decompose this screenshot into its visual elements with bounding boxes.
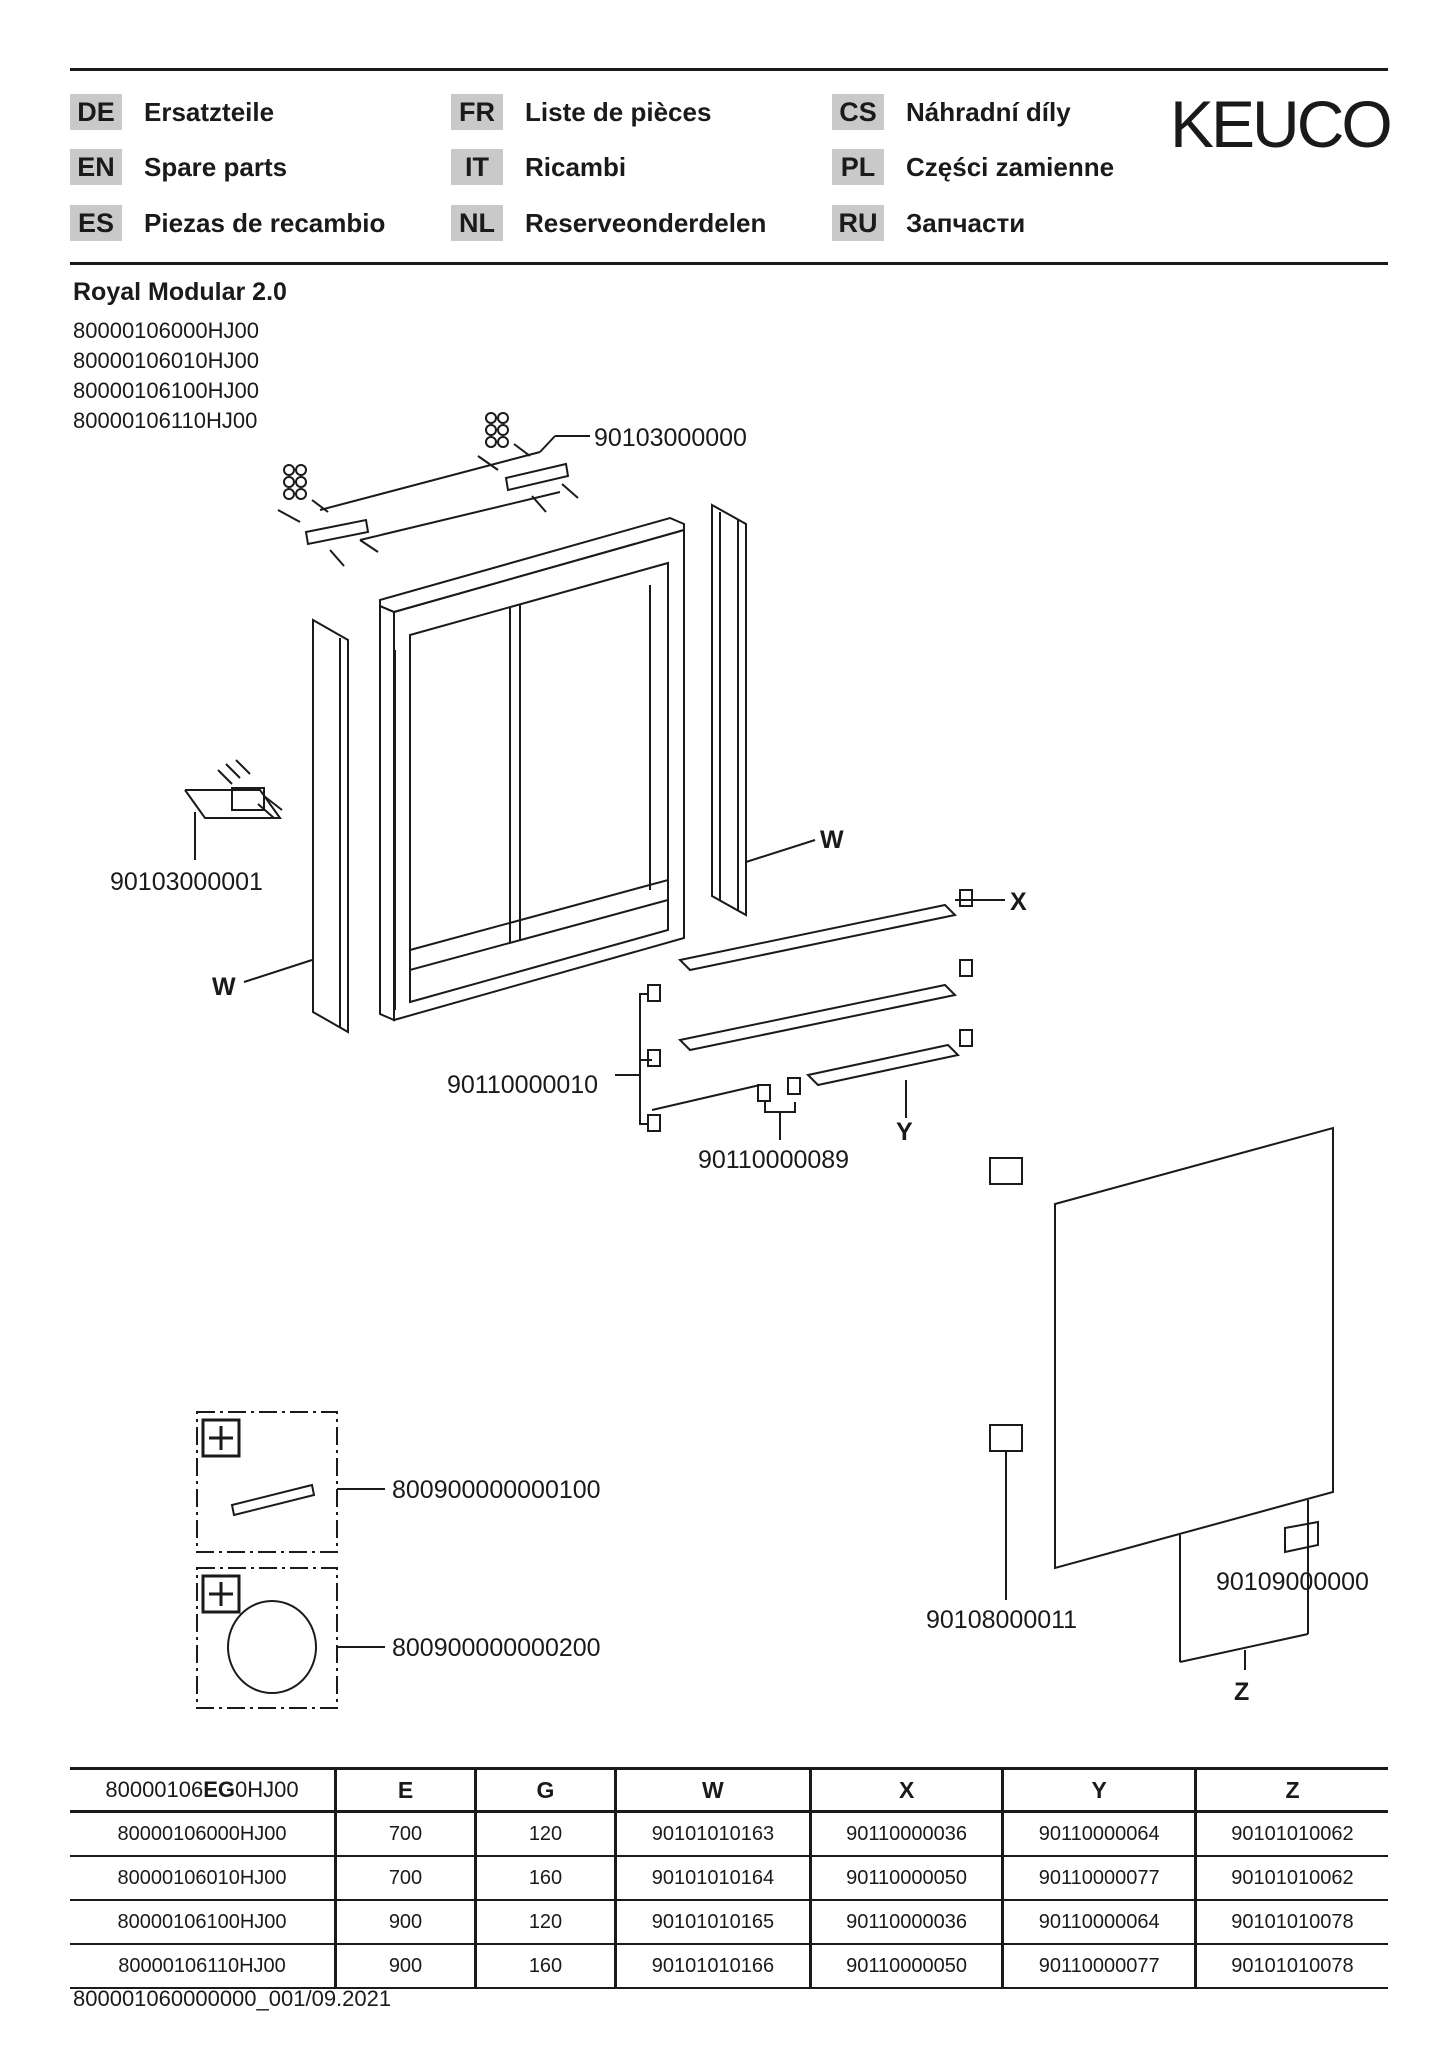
table-cell: 90101010078 bbox=[1195, 1900, 1388, 1944]
label-side-w-left: W bbox=[212, 973, 236, 1001]
table-cell: 700 bbox=[336, 1856, 476, 1900]
table-cell: 120 bbox=[476, 1812, 616, 1857]
label-hinge: 90108000011 bbox=[926, 1606, 1078, 1634]
table-cell: 900 bbox=[336, 1900, 476, 1944]
table-row bbox=[70, 1944, 1388, 1988]
label-shelf-support: 90110000010 bbox=[447, 1071, 599, 1099]
table-cell: 160 bbox=[476, 1856, 616, 1900]
lang-label: Reserveonderdelen bbox=[525, 207, 767, 238]
header-prefix: 80000106 bbox=[105, 1777, 204, 1802]
table-cell: 90101010163 bbox=[616, 1812, 811, 1857]
lang-code: ES bbox=[70, 205, 122, 241]
lang-label: Náhradní díly bbox=[906, 96, 1071, 127]
table-row bbox=[70, 1856, 1388, 1900]
article-number: 80000106110HJ00 bbox=[73, 408, 258, 433]
cabinet-body bbox=[380, 518, 684, 1020]
table-cell: 90110000064 bbox=[1003, 1900, 1196, 1944]
round-mirror bbox=[228, 1601, 316, 1693]
table-header-col: G bbox=[476, 1769, 616, 1812]
table-cell: 90101010062 bbox=[1195, 1812, 1388, 1857]
brand-logo: KEUCO bbox=[1170, 87, 1390, 161]
lang-label: Ersatzteile bbox=[144, 96, 275, 127]
lang-label: Piezas de recambio bbox=[144, 207, 386, 238]
article-number: 80000106100HJ00 bbox=[73, 378, 259, 403]
table-cell: 90101010062 bbox=[1195, 1856, 1388, 1900]
table-cell: 900 bbox=[336, 1944, 476, 1988]
led-strip bbox=[232, 1485, 314, 1515]
label-shelf-x: X bbox=[1010, 888, 1027, 916]
lang-label: Liste de pièces bbox=[525, 96, 712, 127]
lang-label: Ricambi bbox=[525, 151, 627, 182]
shelf-x bbox=[680, 900, 1005, 1118]
plus-icon bbox=[203, 1420, 239, 1456]
label-door-z: Z bbox=[1234, 1678, 1250, 1706]
lang-code: NL bbox=[451, 205, 503, 241]
table-cell: 120 bbox=[476, 1900, 616, 1944]
article-number: 80000106000HJ00 bbox=[73, 318, 259, 343]
lang-label: Запчасти bbox=[906, 207, 1026, 238]
table-header-col: E bbox=[336, 1769, 476, 1812]
lang-label: Spare parts bbox=[144, 151, 288, 182]
lang-code: DE bbox=[70, 94, 122, 130]
table-cell: 80000106000HJ00 bbox=[70, 1812, 336, 1857]
header-suffix: 0HJ00 bbox=[235, 1777, 299, 1802]
lang-code: RU bbox=[832, 205, 884, 241]
table-cell: 90110000064 bbox=[1003, 1812, 1196, 1857]
table-cell: 90110000077 bbox=[1003, 1944, 1196, 1988]
article-number: 80000106010HJ00 bbox=[73, 348, 259, 373]
table-cell: 90110000050 bbox=[810, 1944, 1003, 1988]
table-cell: 90110000036 bbox=[810, 1900, 1003, 1944]
lang-code: CS bbox=[832, 94, 884, 130]
table-cell: 90101010164 bbox=[616, 1856, 811, 1900]
lang-code: EN bbox=[70, 149, 122, 185]
accessory-box-1 bbox=[197, 1412, 337, 1552]
header-bold: EG bbox=[203, 1777, 236, 1802]
hinges bbox=[990, 1158, 1022, 1600]
table-header-col: X bbox=[810, 1769, 1003, 1812]
document-number: 800001060000000_001/09.2021 bbox=[73, 1986, 392, 2011]
side-panel-right bbox=[712, 505, 815, 915]
table-cell: 90101010078 bbox=[1195, 1944, 1388, 1988]
table-cell: 80000106010HJ00 bbox=[70, 1856, 336, 1900]
side-panel-left bbox=[313, 620, 348, 1032]
table-cell: 80000106100HJ00 bbox=[70, 1900, 336, 1944]
label-mounting-side: 90103000001 bbox=[110, 868, 263, 896]
table-header-article bbox=[70, 1769, 336, 1812]
table-row bbox=[70, 1900, 1388, 1944]
label-shelf-y: Y bbox=[896, 1118, 913, 1146]
table-header-col: Z bbox=[1195, 1769, 1388, 1812]
label-accessory-2: 800900000000200 bbox=[392, 1634, 601, 1662]
table-cell: 80000106110HJ00 bbox=[70, 1944, 336, 1988]
side-mounting-kit bbox=[185, 760, 282, 860]
label-door-bracket: 90109000000 bbox=[1216, 1568, 1369, 1596]
label-accessory-1: 800900000000100 bbox=[392, 1476, 601, 1504]
table-header-col: W bbox=[616, 1769, 811, 1812]
label-side-w-right: W bbox=[820, 826, 844, 854]
label-small-support: 90110000089 bbox=[698, 1146, 850, 1174]
lang-code: IT bbox=[451, 149, 503, 185]
table-header-col: Y bbox=[1003, 1769, 1196, 1812]
table-row bbox=[70, 1812, 1388, 1857]
table-cell: 90101010165 bbox=[616, 1900, 811, 1944]
table-cell: 700 bbox=[336, 1812, 476, 1857]
plus-icon bbox=[203, 1576, 239, 1612]
table-cell: 90101010166 bbox=[616, 1944, 811, 1988]
table-cell: 160 bbox=[476, 1944, 616, 1988]
product-title: Royal Modular 2.0 bbox=[73, 278, 287, 306]
lang-label: Części zamienne bbox=[906, 151, 1115, 182]
table-cell: 90110000036 bbox=[810, 1812, 1003, 1857]
top-mounting-kit bbox=[278, 413, 590, 566]
table-header-row bbox=[70, 1769, 1388, 1812]
lang-code: FR bbox=[451, 94, 503, 130]
lang-code: PL bbox=[832, 149, 884, 185]
parts-table bbox=[70, 1767, 1388, 1989]
label-mounting-top: 90103000000 bbox=[594, 424, 747, 452]
table-cell: 90110000077 bbox=[1003, 1856, 1196, 1900]
table-cell: 90110000050 bbox=[810, 1856, 1003, 1900]
